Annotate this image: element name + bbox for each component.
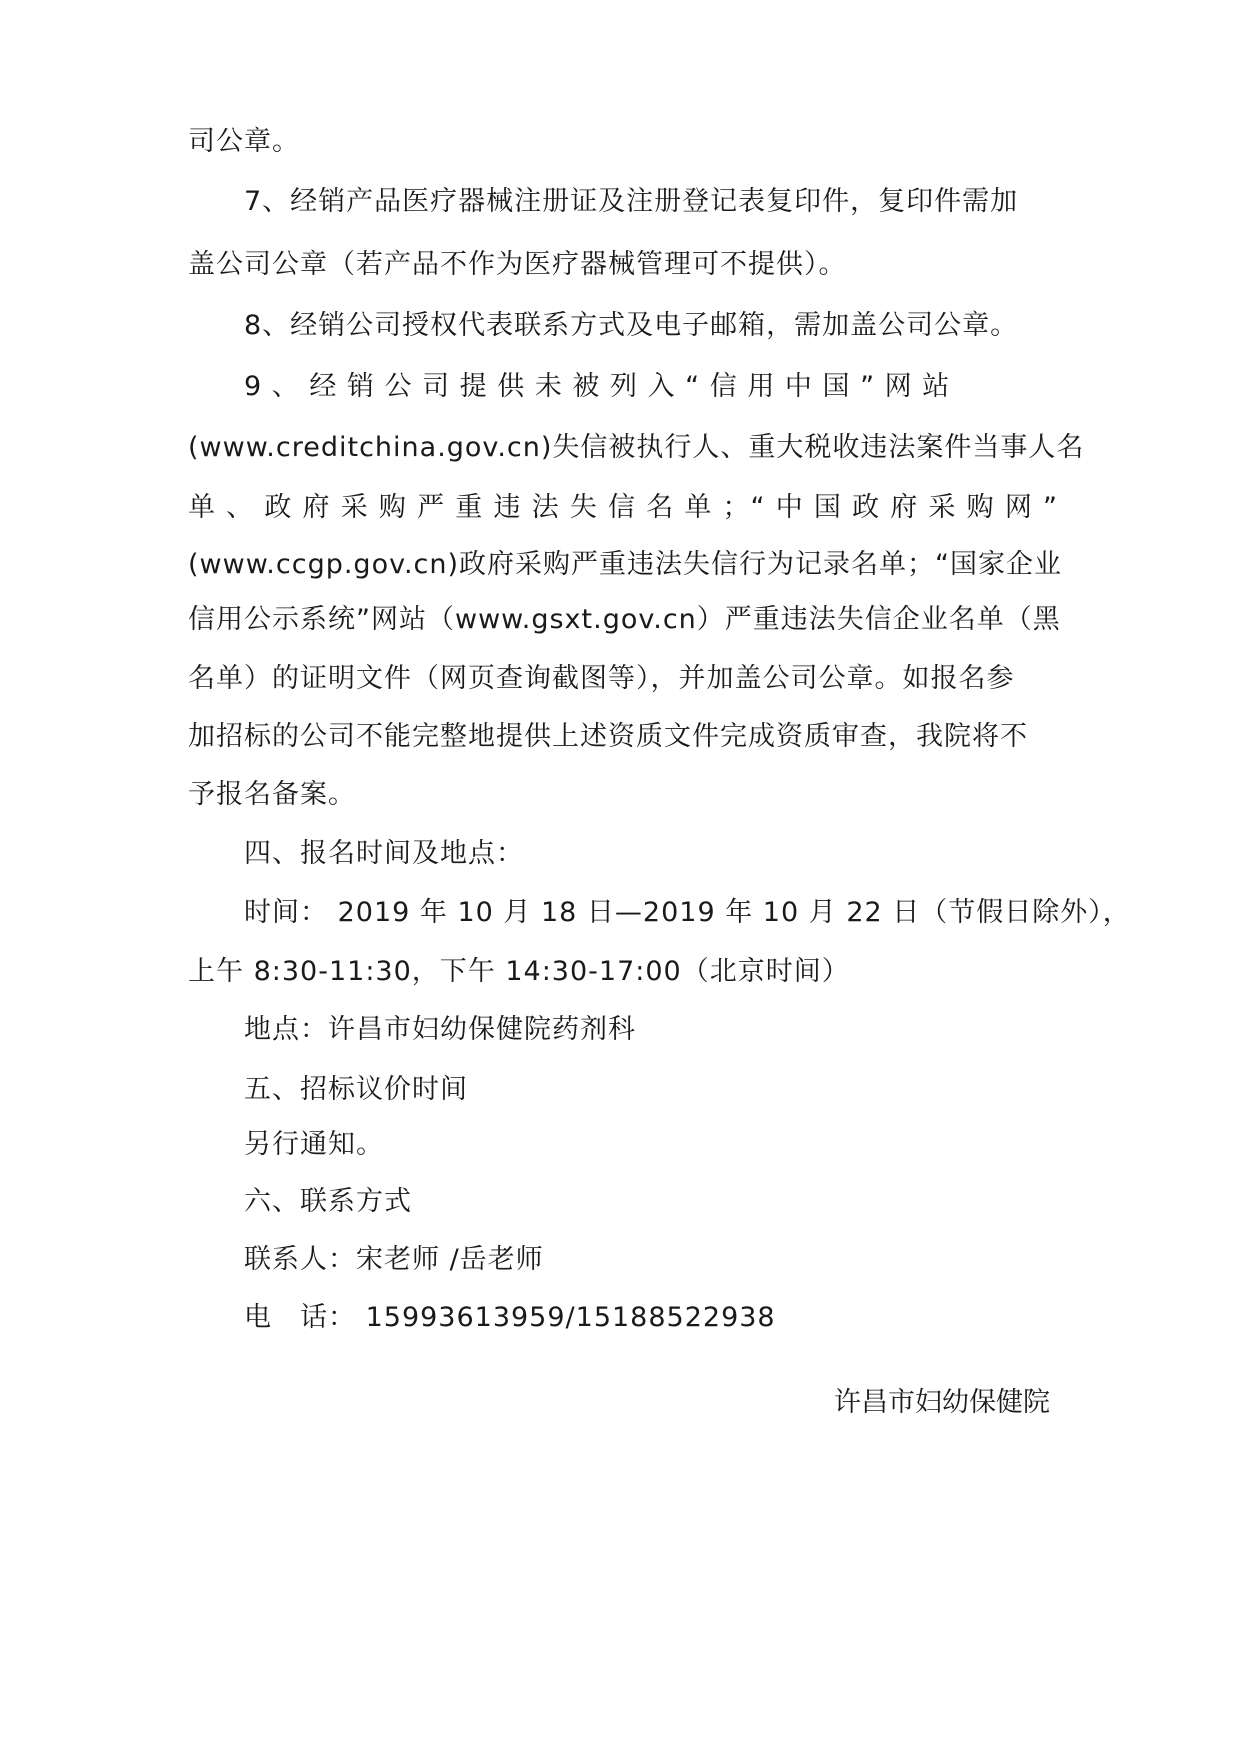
item-9-line-2: (www.creditchina.gov.cn)失信被执行人、重大税收违法案件当事人名 bbox=[188, 432, 1085, 463]
item-9-line-8: 予报名备案。 bbox=[188, 779, 356, 810]
item-9-line-3: 单、政府采购严重违法失信名单；“中国政府采购网” bbox=[188, 492, 1058, 523]
item-9-line-4: (www.ccgp.gov.cn)政府采购严重违法失信行为记录名单；“国家企业 bbox=[188, 549, 1063, 580]
contact-phone: 电 话： 15993613959/15188522938 bbox=[244, 1302, 776, 1333]
item-9-line-7: 加招标的公司不能完整地提供上述资质文件完成资质审查，我院将不 bbox=[188, 721, 1028, 752]
item-7-line-1: 7、经销产品医疗器械注册证及注册登记表复印件，复印件需加 bbox=[244, 186, 1019, 217]
issuer-signature: 许昌市妇幼保健院 bbox=[834, 1387, 1050, 1418]
section-5-heading: 五、招标议价时间 bbox=[244, 1074, 468, 1105]
registration-hours: 上午 8:30-11:30，下午 14:30-17:00（北京时间） bbox=[188, 956, 850, 987]
section-6-heading: 六、联系方式 bbox=[244, 1186, 412, 1217]
item-9-line-6: 名单）的证明文件（网页查询截图等），并加盖公司公章。如报名参 bbox=[188, 663, 1015, 694]
registration-time: 时间： 2019 年 10 月 18 日—2019 年 10 月 22 日（节假日除外）， bbox=[244, 897, 1131, 928]
item-9-line-1: 9 、 经 销 公 司 提 供 未 被 列 入 “ 信 用 中 国 ” 网 站 bbox=[244, 371, 951, 402]
section-4-heading: 四、报名时间及地点： bbox=[244, 838, 524, 869]
registration-location: 地点：许昌市妇幼保健院药剂科 bbox=[244, 1014, 636, 1045]
contact-person: 联系人：宋老师 /岳老师 bbox=[244, 1244, 544, 1275]
text-line-1: 司公章。 bbox=[188, 126, 300, 157]
item-7-line-2: 盖公司公章（若产品不作为医疗器械管理可不提供）。 bbox=[188, 249, 847, 280]
item-8: 8、经销公司授权代表联系方式及电子邮箱，需加盖公司公章。 bbox=[244, 310, 1019, 341]
section-5-body: 另行通知。 bbox=[244, 1129, 384, 1160]
item-9-line-5: 信用公示系统”网站（www.gsxt.gov.cn）严重违法失信企业名单（黑 bbox=[188, 604, 1061, 635]
